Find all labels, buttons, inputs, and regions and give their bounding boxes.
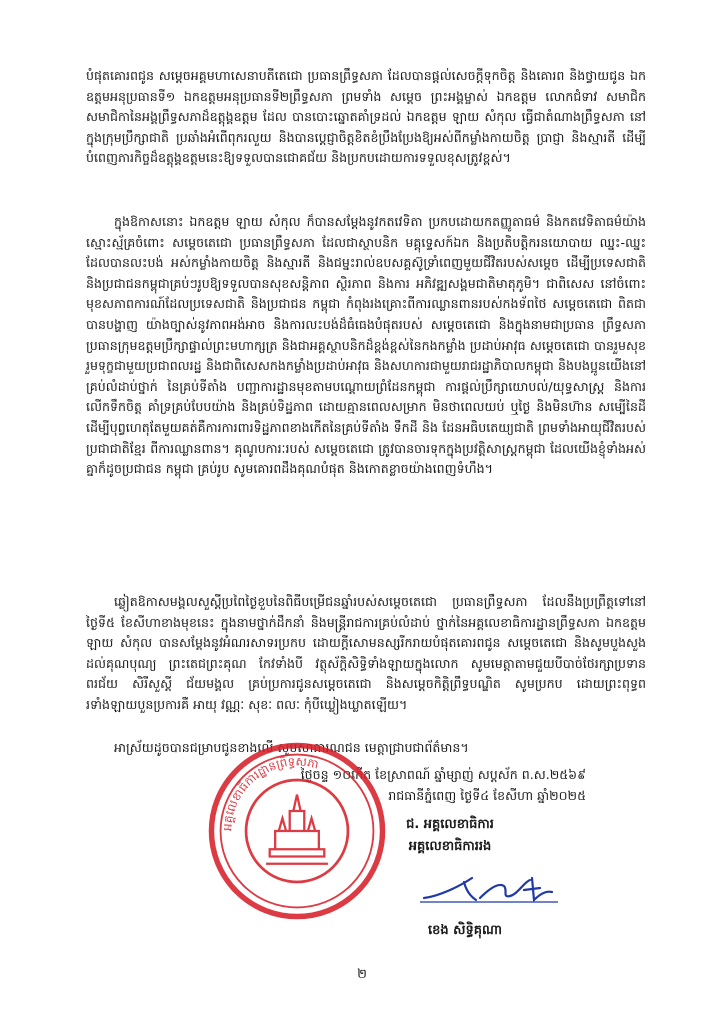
seal-ring-text: អគ្គលេខាធិការដ្ឋានព្រឹទ្ធសភា — [220, 754, 321, 832]
signer-title-1: ជ. អគ្គលេខាធិការ — [406, 817, 494, 832]
paragraph-2: ក្នុងឱកាសនោះ ឯកឧត្តម ឡាយ សំកុល ក៏បានសម្តែងនូវកតវេទិតា ប្រកបដោយកតញ្ញូតាធម៌ និងកតវេទិតាធម៌យ៉ាងស្មោះស្ម័គ្រចំពោះ សម្តេចតេជោ ប្រធានព្រឹទ្ធសភា ដែលជាស្ថាបនិក មគ្គុទ្ទេសក៍ឯក និងប្រតិបត្តិករនយោបាយ ឈ្នះ-ឈ្នះ ដែលបានលះបង់ អស់កម្លាំងកាយចិត្ត និងស្មារតី និងជម្នះរាល់ឧបសគ្គស៊ូទ្រាំពេញមួយជីវិតរបស់សម្តេច ដើម្បីប្រទេសជាតិ និងប្រជាជនកម្ពុជាគ្រប់ៗរូបឱ្យទទួលបានសុខសន្តិភាព ស្ថិរភាព និងការ អភិវឌ្ឍសង្គមជាតិមាតុភូមិ។ ជាពិសេស នៅចំពោះមុខសភាពការណ៍ដែលប្រទេសជាតិ និងប្រជាជន កម្ពុជា កំពុងរងគ្រោះពីការឈ្លានពានរបស់កងទ័ពថៃ សម្តេចតេជោ ពិតជាបានបង្ហាញ យ៉ាងច្បាស់នូវភាពអង់អាច និងការលះបង់ដ៏ធំធេងបំផុតរបស់ សម្តេចតេជោ និងក្នុងនាមជាប្រធាន ព្រឹទ្ធសភា ប្រធានក្រុមឧត្តមប្រឹក្សាផ្ទាល់ព្រះមហាក្សត្រ និងជាអគ្គស្ថាបនិកដ៏ខ្ពង់ខ្ពស់នៃកងកម្លាំង ប្រដាប់អាវុធ សម្តេចតេជោ បានរួមសុខរួមទុក្ខជាមួយប្រជាពលរដ្ឋ និងជាពិសេសកងកម្លាំងប្រដាប់អាវុធ និងសហការជាមួយរាជរដ្ឋាភិបាលកម្ពុជា និងបងប្អូនយើងនៅគ្រប់លំដាប់ថ្នាក់ នៃគ្រប់ទីតាំង បញ្ជាការដ្ឋានមុខតាមបណ្តោយព្រំដែនកម្ពុជា ការផ្តល់ប្រឹក្សាយោបល់/យុទ្ធសាស្ត្រ និងការលើកទឹកចិត្ត គាំទ្រគ្រប់បែបយ៉ាង និងគ្រប់ទិដ្ឋភាព ដោយគ្មានពេលសម្រាក មិនថាពេលយប់ ឬថ្ងៃ និងមិនហ៊ាន សម្បើនៃដី ដើម្បីបុព្វហេតុតែមួយគត់គឺការការពារទិដ្ឋភាពខាងកើតនៃគ្រប់ទីតាំង ទឹកដី និង ដែនអធិបតេយ្យជាតិ ព្រមទាំងអាយុជីវិតរបស់ប្រជាជាតិខ្មែរ ពីការឈ្លានពាន។ គុណូបការៈរបស់ សម្តេចតេជោ ត្រូវបានចារទុកក្នុងប្រវត្តិសាស្ត្រកម្ពុជា ដែលយើងខ្ញុំទាំងអស់គ្នាក៏ដូចប្រជាជន កម្ពុជា គ្រប់រូប សូមគោរពដឹងគុណបំផុត និងកោតខ្លាចយ៉ាងពេញទំហឹង។ — [86, 214, 646, 477]
temple-emblem-icon — [266, 795, 328, 864]
page-number: ២ — [357, 967, 367, 982]
paragraph-3: ឆ្លៀតឱកាសមង្គលសួស្តីប្រពៃថ្ងៃខួបនៃពិធីបម្រើជនឆ្នាំរបស់សម្តេចតេជោ ប្រធានព្រឹទ្ធសភា ដែលនឹងប្រព្រឹត្តទៅនៅថ្ងៃទី៥ ខែសីហាខាងមុខនេះ ក្នុងនាមថ្នាក់ដឹកនាំ និងមន្ត្រីរាជការគ្រប់លំដាប់ ថ្នាក់នៃអគ្គលេខាធិការដ្ឋានព្រឹទ្ធសភា ឯកឧត្តម ឡាយ សំកុល បានសម្តែងនូវអំណរសាទរប្រកប ដោយក្តីសោមនស្សរីករាយបំផុតគោរពជូន សម្តេចតេជោ និងសូមបួងសួងដល់គុណបុណ្យ ព្រះតេជព្រះគុណ កែវទាំងបី វត្ថុស័ក្តិសិទ្ធិទាំងឡាយក្នុងលោក សូមមេត្តាតាមជួយបីបាច់ថែរក្សាប្រទាន ពរជ័យ សិរីសួស្តី ជ័យមង្គល គ្រប់ប្រការជូនសម្តេចតេជោ និងសម្តេចកិត្តិព្រឹទ្ធបណ្ឌិត សូមប្រកប ដោយព្រះពុទ្ធពរទាំងឡាយបួនប្រការគឺ អាយុ វណ្ណៈ សុខៈ ពលៈ កុំបីឃ្លៀងឃ្លាតឡើយ។ — [86, 594, 646, 712]
handwritten-signature — [420, 872, 560, 908]
signer-name: ខេង សិទ្ធិគុណា — [427, 923, 503, 938]
date-solar: រាជធានីភ្នំពេញ ថ្ងៃទី៤ ខែសីហា ឆ្នាំ២០២៥ — [388, 788, 586, 803]
paragraph-closing: អាស្រ័យដូចបានជម្រាបជូនខាងលើ សូមសាធារណជន មេត្តាជ្រាបជាព័ត៌មាន។ — [114, 740, 469, 755]
date-lunar: ថ្ងៃចន្ទ ១០កើត ខែស្រាពណ៍ ឆ្នាំម្សាញ់ សប្តស័ក ព.ស.២៥៦៩ — [300, 767, 586, 782]
paragraph-1: បំផុតគោរពជូន សម្តេចអគ្គមហាសេនាបតីតេជោ ប្រធានព្រឹទ្ធសភា ដែលបានផ្តល់សេចក្តីទុកចិត្ត និងគោរព និងថ្វាយជូន ឯកឧត្តមអនុប្រធានទី១ ឯកឧត្តមអនុប្រធានទី២ព្រឹទ្ធសភា ព្រមទាំង សម្តេច ព្រះអង្គម្ចាស់ ឯកឧត្តម លោកជំទាវ សមាជិក សមាជិកានៃអង្គព្រឹទ្ធសភាដ៏ឧត្តុង្គឧត្តម ដែល បានបោះឆ្នោតគាំទ្រដល់ ឯកឧត្តម ឡាយ សំកុល ធ្វើជាតំណាងព្រឹទ្ធសភា នៅក្នុងក្រុមប្រឹក្សាជាតិ ប្រឆាំងអំពើពុករលួយ និងបានប្តេជ្ញាចិត្តខិតខំប្រឹងប្រែងឱ្យអស់ពីកម្លាំងកាយចិត្ត ប្រាជ្ញា និងស្មារតី ដើម្បីបំពេញភារកិច្ចដ៏ឧត្តុង្គឧត្តមនេះឱ្យទទួលបានជោគជ័យ និងប្រកបដោយការទទួលខុសត្រូវខ្ពស់។ — [86, 68, 646, 166]
signer-title-2: អគ្គលេខាធិការរង — [408, 839, 492, 854]
